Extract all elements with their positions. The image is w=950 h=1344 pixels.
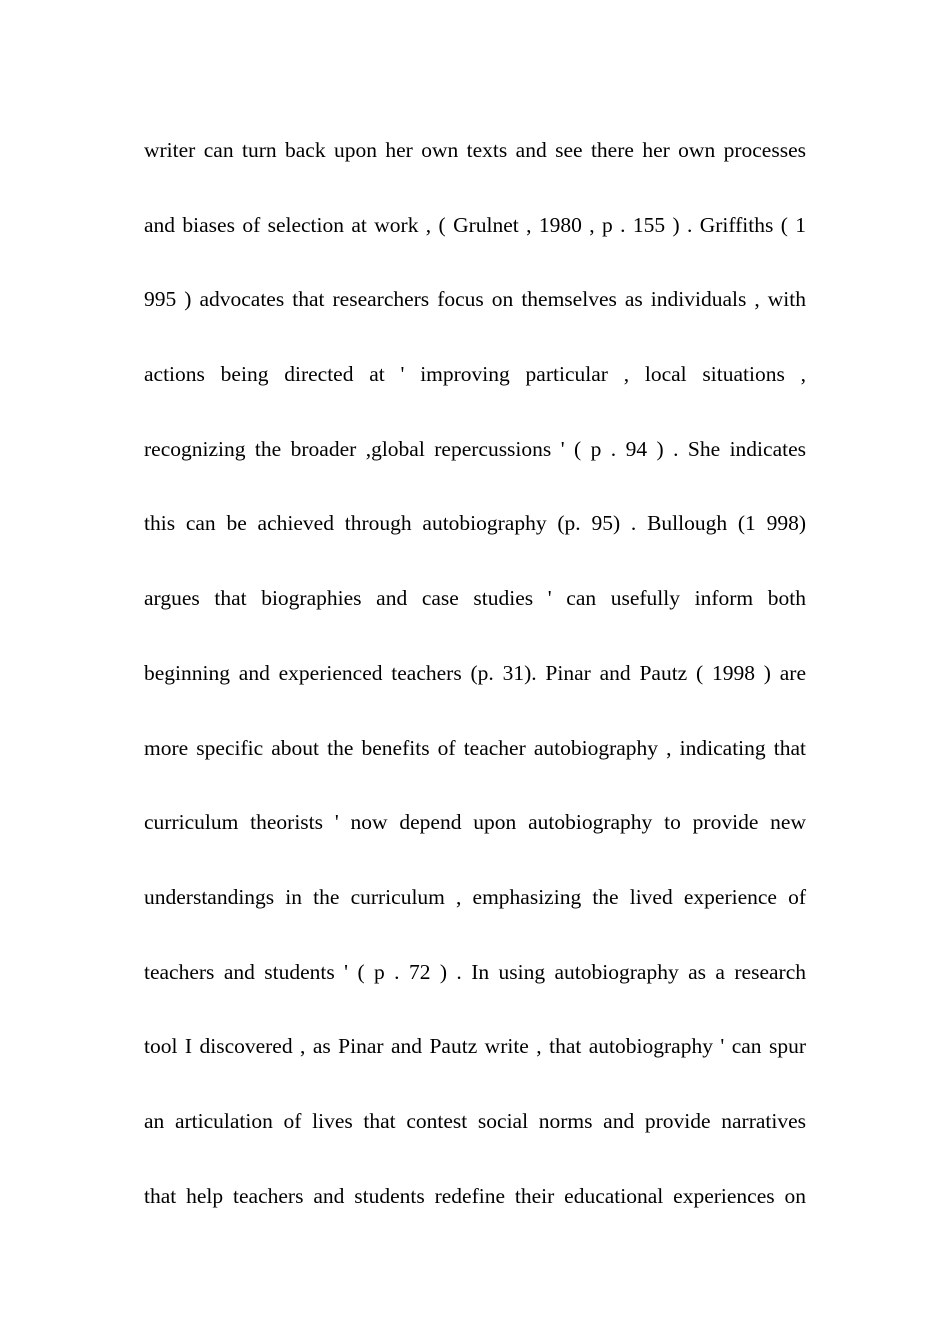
text-line: an articulation of lives that contest social norms and provide narratives [144, 1108, 806, 1133]
body-paragraph [144, 131, 806, 1251]
text-line: recognizing the broader ,global repercussions ' ( p . 94 ) . She indicates [144, 436, 806, 461]
text-line: this can be achieved through autobiography (p. 95) . Bullough (1 998) [144, 511, 806, 536]
text-line: writer can turn back upon her own texts and see there her own processes [144, 138, 806, 162]
text-line: more specific about the benefits of teacher autobiography , indicating that [144, 735, 806, 760]
text-line: tool I discovered , as Pinar and Pautz write , that autobiography ' can spur [144, 1034, 806, 1059]
text-line: teachers and students ' ( p . 72 ) . In using autobiography as a research [144, 959, 806, 984]
text-line: that help teachers and students redefine their educational experiences on [144, 1183, 806, 1208]
text-line: understandings in the curriculum , emphasizing the lived experience of [144, 884, 806, 909]
text-line: beginning and experienced teachers (p. 31). Pinar and Pautz ( 1998 ) are [144, 660, 806, 685]
text-line: actions being directed at ' improving particular , local situations , [144, 362, 806, 387]
text-line: argues that biographies and case studies ' can usefully inform both [144, 586, 806, 611]
text-line: and biases of selection at work , ( Grulnet , 1980 , p . 155 ) . Griffiths ( 1 [144, 212, 806, 237]
text-line: curriculum theorists ' now depend upon autobiography to provide new [144, 810, 806, 835]
text-line: 995 ) advocates that researchers focus on themselves as individuals , with [144, 287, 806, 312]
